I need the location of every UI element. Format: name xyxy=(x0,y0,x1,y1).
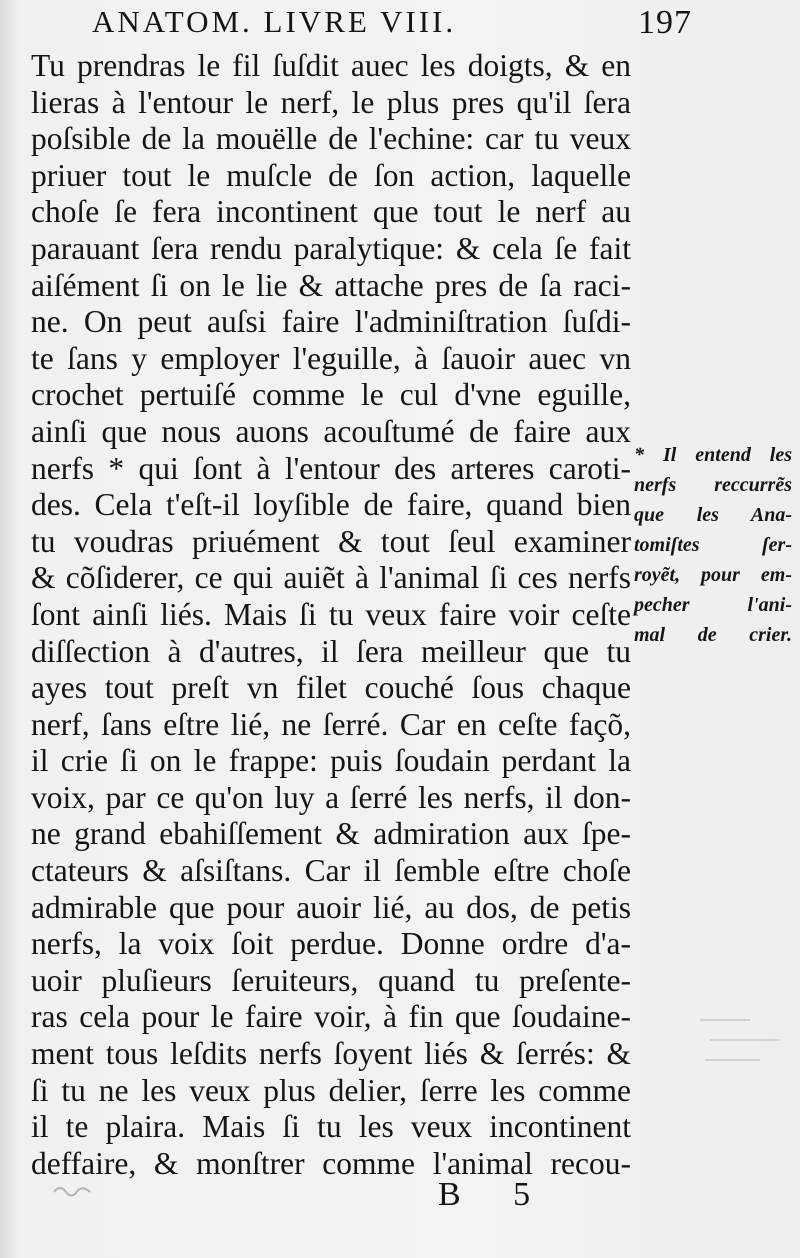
text-line: te ſans y employer l'eguille, à ſauoir auec vn xyxy=(31,340,631,376)
main-text-block xyxy=(31,48,631,1182)
margin-note-line: royẽt, pour em- xyxy=(634,564,792,586)
signature-mark: B 5 xyxy=(438,1176,553,1213)
text-line: ne. On peut auſsi faire l'adminiſtration ſuſdi- xyxy=(31,304,631,340)
text-line: ſi tu ne les veux plus delier, ſerre les comme xyxy=(31,1072,631,1108)
text-line: parauant ſera rendu paralytique: & cela ſe fait xyxy=(31,230,631,266)
text-line: il te plaira. Mais ſi tu les veux incontinent xyxy=(31,1109,631,1145)
text-line: ſont ainſi liés. Mais ſi tu veux faire voir ceſte xyxy=(31,596,631,632)
text-line: aiſément ſi on le lie & attache pres de ſa raci- xyxy=(31,267,631,303)
running-title: ANATOM. LIVRE VIII. xyxy=(92,4,457,39)
margin-note-line: mal de crier. xyxy=(634,624,792,646)
text-line: nerfs, la voix ſoit perdue. Donne ordre d'a- xyxy=(31,926,631,962)
show-through-icon xyxy=(690,1010,790,1070)
text-line: uoir pluſieurs ſeruiteurs, quand tu preſente- xyxy=(31,962,631,998)
text-line: choſe ſe fera incontinent que tout le nerf au xyxy=(31,194,631,230)
text-line: il crie ſi on le frappe: puis ſoudain perdant la xyxy=(31,743,631,779)
text-line: admirable que pour auoir lié, au dos, de petis xyxy=(31,889,631,925)
text-line: tu voudras priuément & tout ſeul examiner xyxy=(31,523,631,559)
text-line: des. Cela t'eſt-il loyſible de faire, quand bien xyxy=(31,487,631,523)
text-line: lieras à l'entour le nerf, le plus pres qu'il ſera xyxy=(31,84,631,120)
text-line: ctateurs & aſsiſtans. Car il ſemble eſtre choſe xyxy=(31,853,631,889)
text-line: poſsible de la mouëlle de l'echine: car tu veux xyxy=(31,121,631,157)
text-line: ment tous leſdits nerfs ſoyent liés & ſerrés: & xyxy=(31,1036,631,1072)
text-line: diſſection à d'autres, il ſera meilleur que tu xyxy=(31,633,631,669)
margin-note-line: que les Ana- xyxy=(634,504,792,526)
text-line: ne grand ebahiſſement & admiration aux ſpe- xyxy=(31,816,631,852)
margin-note-line: nerfs reccurrẽs xyxy=(634,474,792,496)
ink-smudge-icon xyxy=(52,1180,92,1198)
text-line: nerf, ſans eſtre lié, ne ſerré. Car en ceſte façõ, xyxy=(31,706,631,742)
text-line: ainſi que nous auons acouſtumé de faire aux xyxy=(31,413,631,449)
page-header xyxy=(92,4,692,40)
text-line: ras cela pour le faire voir, à fin que ſoudaine- xyxy=(31,999,631,1035)
margin-note-line: tomiſtes ſer- xyxy=(634,534,792,556)
text-line: priuer tout le muſcle de ſon action, laquelle xyxy=(31,157,631,193)
text-line: Tu prendras le fil ſuſdit auec les doigts, & en xyxy=(31,48,631,83)
text-line: nerfs * qui ſont à l'entour des arteres caroti- xyxy=(31,450,631,486)
margin-note-line: pecher l'ani- xyxy=(634,594,792,616)
marginal-note xyxy=(634,440,792,650)
margin-note-line: * Il entend les xyxy=(634,444,792,466)
text-line: crochet pertuiſé comme le cul d'vne eguille, xyxy=(31,377,631,413)
page-number: 197 xyxy=(638,4,692,41)
text-line: deffaire, & monſtrer comme l'animal recou- xyxy=(31,1145,631,1181)
text-line: & cõſiderer, ce qui auiẽt à l'animal ſi ces nerfs xyxy=(31,560,631,596)
text-line: voix, par ce qu'on luy a ſerré les nerfs, il don- xyxy=(31,779,631,815)
text-line: ayes tout preſt vn filet couché ſous chaque xyxy=(31,670,631,706)
